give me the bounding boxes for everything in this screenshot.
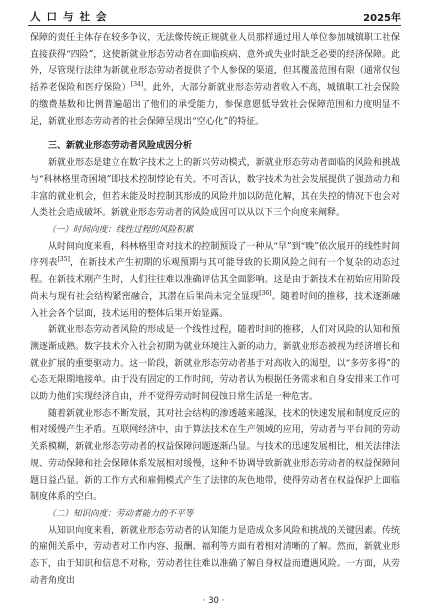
- header-divider: [28, 25, 401, 26]
- article-body: [30, 30, 400, 590]
- subsection-heading: （二）知识向度：劳动者能力的不平等: [47, 508, 194, 519]
- journal-title: 人口与社会: [30, 11, 113, 23]
- citation-ref: [36]: [259, 289, 272, 297]
- section-heading: 三、新就业形态劳动者风险成因分析: [48, 141, 193, 152]
- page-number: · 30 ·: [202, 596, 225, 606]
- paragraph-continued: [30, 30, 400, 130]
- text-run: 。此外，大部分新就业形态劳动者收入不高，城镇职工社会保险的缴费基数和比例普遍超出了他们的承受能力，参保意愿低导致社会保障范围和力度明显不足，新就业形态劳动者的社会保障呈现出“空心化”的特征。: [30, 83, 400, 127]
- running-header: [30, 8, 401, 24]
- paragraph: 新就业形态劳动者风险的形成是一个线性过程，随着时间的推移，人们对风险的认知和预测逐渐成熟。数字技术介入社会初期为就业环境注入新的动力，新就业形态被视为经济增长和就业扩展的重要驱动力。这一阶段，新就业形态劳动者基于对高收入的渴望，以“多劳多得”的心态无限期地接单。由于没有固定的工作时间，劳动者认为根据任务需求和自身安排来工作可以助力他们实现经济自由，并不觉得劳动时间侵蚀日常生活是一种危害。: [30, 325, 400, 403]
- paragraph: 从知识向度来看，新就业形态劳动者的认知能力是造成众多风险和挑战的关键因素。传统的雇佣关系中，劳动者对工作内容、报酬、福利等方面有着相对清晰的了解。然而，新就业形态下，由于知识和信息不对称，劳动者往往难以准确了解自身权益而遭遇风险。一方面，从劳动者角度出: [30, 525, 400, 586]
- text-run: 从时间向度来看，科林格里奇对技术的控制预设了一种从“早”到“晚”依次展开的线性时间序列表: [30, 241, 400, 269]
- paragraph: 新就业形态是建立在数字技术之上的新兴劳动模式，新就业形态劳动者面临的风险和挑战与“科林格里奇困境”即技术控制悖论有关。不可否认，数字技术为社会发展提供了强劲动力和丰富的就业机会，但若未能及时控制其形成的风险并加以防范化解，其在失控的情况下也会对人类社会造成破坏。新就业形态劳动者的风险成因可以从以下三个向度来阐释。: [30, 158, 400, 219]
- subsection-heading: （一）时间向度：线性过程的风险积累: [47, 225, 194, 236]
- paragraph: [30, 239, 400, 323]
- text-run: ，在新技术产生初期的乐观预期与其可能导致的长期风险之间有一个复杂的动态过程。在新技术刚产生时，人们往往难以准确评估其全面影响。这是由于新技术在初始应用阶段尚未与现有社会结构紧密融合，其潜在后果尚未完全显现: [30, 258, 400, 302]
- paragraph: 随着新就业形态不断发展，其对社会结构的渗透越来越深，技术的快速发展和制度反应的相对缓慢产生矛盾。互联网经济中，由于算法技术在生产领域的应用，劳动者与平台间的劳动关系模糊，新就业形态劳动者的权益保障问题逐渐凸显。与技术的迅速发展相比，相关法律法规、劳动保障和社会保障体系发展相对缓慢，这种不协调导致新就业形态劳动者的权益保障问题日益凸显。新的工作方式和雇佣模式产生了法律的灰色地带，使得劳动者在权益保护上面临制度体系的空白。: [30, 408, 400, 503]
- citation-ref: [34]: [130, 81, 144, 89]
- text-run: 保障的责任主体存在较多争议，无法像传统正规就业人员那样通过用人单位参加城镇职工社保直接获得“四险”，这使新就业形态劳动者在面临疾病、意外或失业时缺乏必要的经济保障。此外，尽管现行法律为新就业形态劳动者提供了个人参保的渠道，但其覆盖范围有限（通常仅包括养老保险和医疗保险）: [30, 33, 400, 94]
- citation-ref: [35]: [57, 256, 70, 264]
- text-run: 。随着时间的推移，技术逐渐融入社会各个层面，技术运用的整体后果开始显露。: [30, 291, 400, 319]
- issue-year: 2025年: [363, 13, 401, 24]
